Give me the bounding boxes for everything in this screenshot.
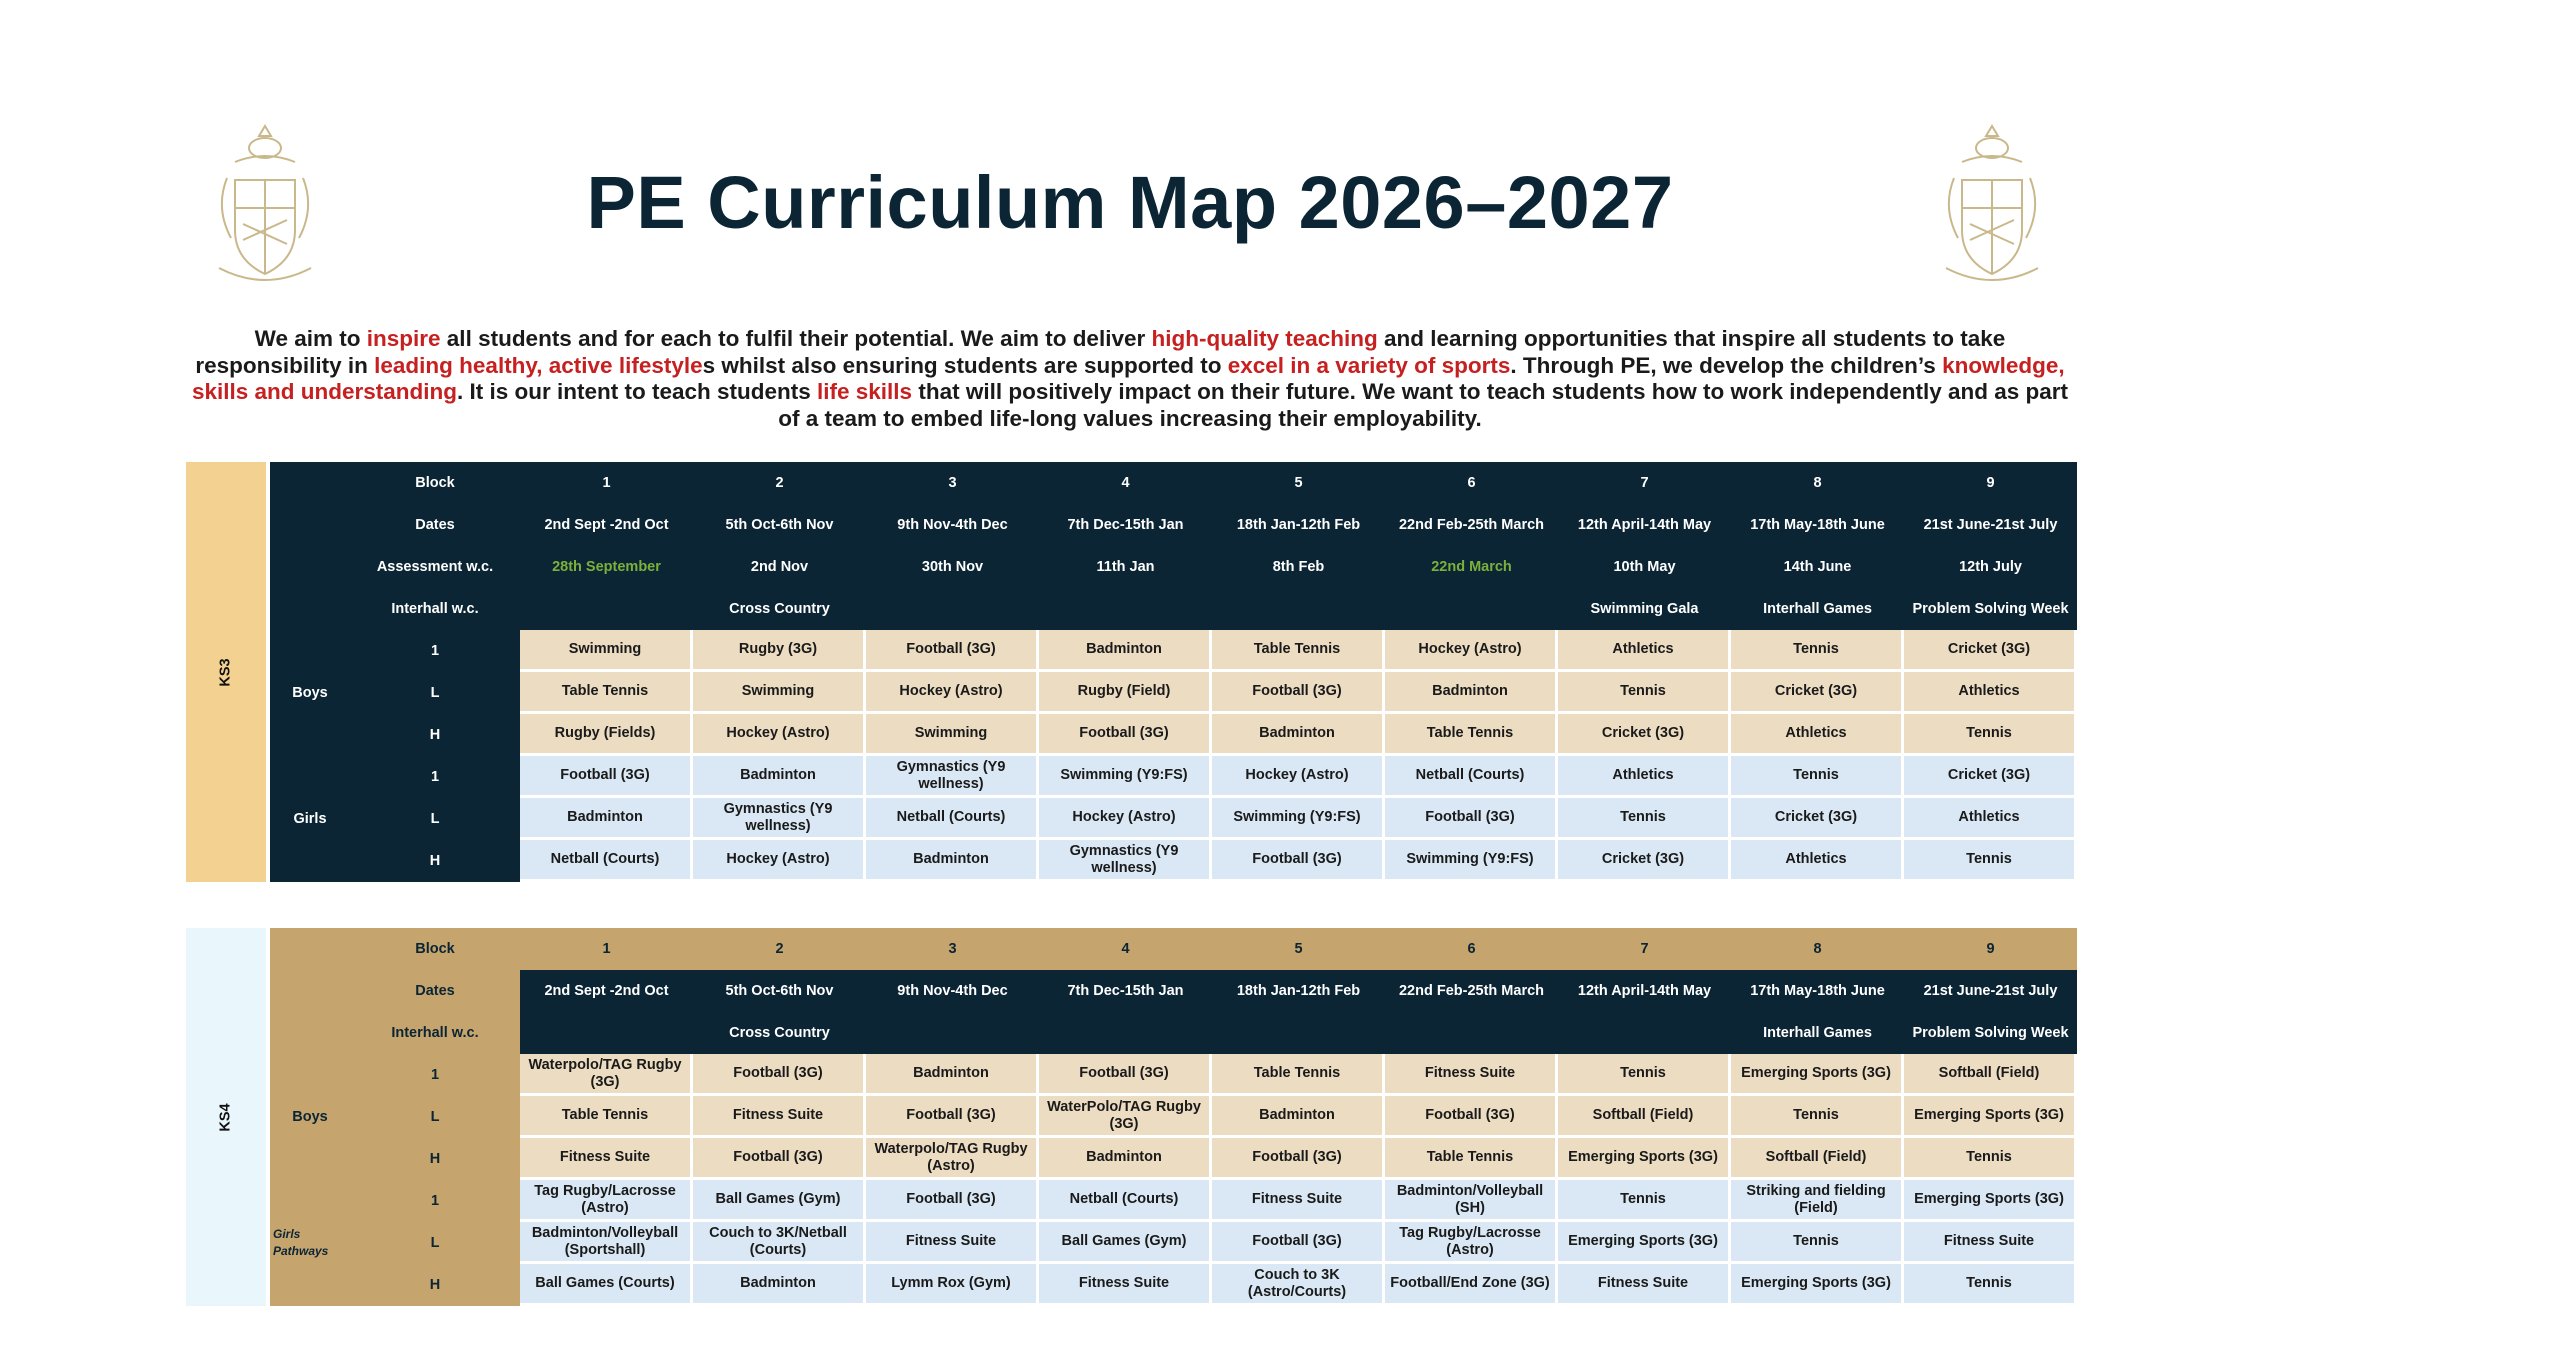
ks3-boys-activity-cell: Swimming (693, 672, 866, 714)
ks4-interhall-row (186, 1012, 2077, 1054)
ks4-dates-cell: 2nd Sept -2nd Oct (520, 970, 693, 1012)
ks4-dates-group-cell (270, 970, 350, 1012)
ks3-dates-cell: 18th Jan-12th Feb (1212, 504, 1385, 546)
ks3-block-cell: 1 (520, 462, 693, 504)
ks4-boys-group-label: Boys (270, 1054, 350, 1180)
ks3-interhall-cell (1039, 588, 1212, 630)
ks3-girls-activity-cell: Hockey (Astro) (693, 840, 866, 882)
ks3-block-group-cell (270, 462, 350, 504)
ks3-assessment-cell: 8th Feb (1212, 546, 1385, 588)
ks4-girls-activity-cell: Ball Games (Courts) (520, 1264, 693, 1306)
ks3-boys-activity-cell: Tennis (1731, 630, 1904, 672)
ks3-girls-activity-cell: Gymnastics (Y9 wellness) (1039, 840, 1212, 882)
ks3-girls-activity-cell: Swimming (Y9:FS) (1212, 798, 1385, 840)
ks4-girls-activity-cell: Fitness Suite (1904, 1222, 2077, 1264)
ks4-girls-activity-cell: Ball Games (Gym) (693, 1180, 866, 1222)
ks4-boys-activity-cell: Tennis (1904, 1138, 2077, 1180)
ks3-dates-row (186, 504, 2077, 546)
ks4-girls-activity-cell: Striking and fielding (Field) (1731, 1180, 1904, 1222)
ks4-boys-set-label: H (350, 1138, 520, 1180)
ks4-boys-activity-cell: Emerging Sports (3G) (1904, 1096, 2077, 1138)
ks3-boys-row (186, 672, 2077, 714)
ks3-girls-set-label: H (350, 840, 520, 882)
ks4-girls-set-label: H (350, 1264, 520, 1306)
ks3-block-row (186, 462, 2077, 504)
ks4-dates-cell: 5th Oct-6th Nov (693, 970, 866, 1012)
ks3-girls-activity-cell: Tennis (1558, 798, 1731, 840)
ks4-boys-row (186, 1054, 2077, 1096)
ks3-girls-activity-cell: Badminton (866, 840, 1039, 882)
ks3-assessment-cell: 2nd Nov (693, 546, 866, 588)
ks3-boys-activity-cell: Rugby (3G) (693, 630, 866, 672)
ks3-boys-row (186, 714, 2077, 756)
ks3-girls-activity-cell: Badminton (520, 798, 693, 840)
ks3-stage-label (186, 462, 266, 882)
ks3-boys-activity-cell: Athletics (1731, 714, 1904, 756)
ks4-girls-activity-cell: Tennis (1904, 1264, 2077, 1306)
ks4-girls-activity-cell: Tag Rugby/Lacrosse (Astro) (1385, 1222, 1558, 1264)
ks3-boys-activity-cell: Swimming (520, 630, 693, 672)
ks4-boys-activity-cell: Football (3G) (1039, 1054, 1212, 1096)
ks3-dates-cell: 22nd Feb-25th March (1385, 504, 1558, 546)
ks3-boys-activity-cell: Athletics (1558, 630, 1731, 672)
ks3-interhall-cell: Interhall Games (1731, 588, 1904, 630)
ks4-girls-activity-cell: Emerging Sports (3G) (1731, 1264, 1904, 1306)
ks3-interhall-cell (520, 588, 693, 630)
ks4-dates-cell: 22nd Feb-25th March (1385, 970, 1558, 1012)
ks3-boys-group-label: Boys (270, 630, 350, 756)
ks3-boys-activity-cell: Hockey (Astro) (693, 714, 866, 756)
ks4-boys-activity-cell: Badminton (1212, 1096, 1385, 1138)
ks4-girls-activity-cell: Tennis (1731, 1222, 1904, 1264)
ks4-interhall-cell (1385, 1012, 1558, 1054)
ks3-interhall-cell (866, 588, 1039, 630)
ks3-assessment-cell: 11th Jan (1039, 546, 1212, 588)
ks3-boys-activity-cell: Badminton (1385, 672, 1558, 714)
ks4-girls-activity-cell: Ball Games (Gym) (1039, 1222, 1212, 1264)
ks4-girls-activity-cell: Lymm Rox (Gym) (866, 1264, 1039, 1306)
ks4-dates-cell: 21st June-21st July (1904, 970, 2077, 1012)
ks3-assessment-cell: 12th July (1904, 546, 2077, 588)
ks4-girls-activity-cell: Emerging Sports (3G) (1558, 1222, 1731, 1264)
ks4-girls-activity-cell: Tennis (1558, 1180, 1731, 1222)
ks3-girls-row (186, 840, 2077, 882)
ks4-dates-cell: 17th May-18th June (1731, 970, 1904, 1012)
ks4-boys-activity-cell: Softball (Field) (1558, 1096, 1731, 1138)
ks4-boys-activity-cell: Football (3G) (866, 1096, 1039, 1138)
ks4-girls-activity-cell: Fitness Suite (866, 1222, 1039, 1264)
ks3-boys-activity-cell: Athletics (1904, 672, 2077, 714)
ks4-girls-activity-cell: Emerging Sports (3G) (1904, 1180, 2077, 1222)
ks4-boys-activity-cell: Table Tennis (1212, 1054, 1385, 1096)
ks3-girls-activity-cell: Gymnastics (Y9 wellness) (866, 756, 1039, 798)
ks4-interhall-cell (866, 1012, 1039, 1054)
ks4-dates-cell: 9th Nov-4th Dec (866, 970, 1039, 1012)
intro-paragraph: We aim to inspire all students and for each to fulfil their potential. We aim to deliver high-quality teaching and learning opportunities that inspire all students to take responsibility in leading healthy, active lifestyles whilst also ensuring students are supported to excel in a variety of sports. Through PE, we develop the children’s knowledge, skills and understanding. It is our intent to teach students life skills that will positively impact on their future. We want to teach students how to work independently and as part of a team to embed life-long values increasing their employability. (191, 326, 2069, 431)
ks4-interhall-cell (520, 1012, 693, 1054)
ks3-girls-activity-cell: Tennis (1731, 756, 1904, 798)
ks3-boys-activity-cell: Tennis (1904, 714, 2077, 756)
ks4-girls-activity-cell: Badminton (693, 1264, 866, 1306)
ks3-girls-activity-cell: Football (3G) (520, 756, 693, 798)
ks3-dates-cell: 12th April-14th May (1558, 504, 1731, 546)
ks4-girls-row (186, 1180, 2077, 1222)
ks3-boys-activity-cell: Tennis (1558, 672, 1731, 714)
ks3-boys-activity-cell: Rugby (Field) (1039, 672, 1212, 714)
ks3-girls-activity-cell: Athletics (1558, 756, 1731, 798)
ks4-girls-activity-cell: Fitness Suite (1558, 1264, 1731, 1306)
ks3-dates-cell: 5th Oct-6th Nov (693, 504, 866, 546)
ks3-assessment-row (186, 546, 2077, 588)
ks3-interhall-cell: Problem Solving Week (1904, 588, 2077, 630)
ks3-girls-activity-cell: Netball (Courts) (866, 798, 1039, 840)
ks3-dates-cell: 2nd Sept -2nd Oct (520, 504, 693, 546)
ks4-block-cell: 5 (1212, 928, 1385, 970)
ks3-dates-cell: 17th May-18th June (1731, 504, 1904, 546)
ks4-interhall-cell (1039, 1012, 1212, 1054)
ks4-boys-activity-cell: WaterPolo/TAG Rugby (3G) (1039, 1096, 1212, 1138)
ks3-assessment-cell: 14th June (1731, 546, 1904, 588)
ks4-block-group-cell (270, 928, 350, 970)
ks4-girls-activity-cell: Tag Rugby/Lacrosse (Astro) (520, 1180, 693, 1222)
ks4-girls-activity-cell: Netball (Courts) (1039, 1180, 1212, 1222)
ks3-boys-activity-cell: Football (3G) (1212, 672, 1385, 714)
ks4-dates-label: Dates (350, 970, 520, 1012)
ks4-boys-activity-cell: Fitness Suite (693, 1096, 866, 1138)
ks4-girls-group-label: Girls Pathways (270, 1180, 350, 1306)
ks3-block-cell: 6 (1385, 462, 1558, 504)
ks4-curriculum-table (186, 928, 2077, 1306)
ks4-interhall-cell: Interhall Games (1731, 1012, 1904, 1054)
ks4-boys-activity-cell: Football (3G) (693, 1138, 866, 1180)
ks3-boys-activity-cell: Cricket (3G) (1731, 672, 1904, 714)
ks4-block-label: Block (350, 928, 520, 970)
ks4-dates-cell: 7th Dec-15th Jan (1039, 970, 1212, 1012)
ks4-block-cell: 4 (1039, 928, 1212, 970)
ks4-boys-activity-cell: Badminton (1039, 1138, 1212, 1180)
ks4-block-row (186, 928, 2077, 970)
ks3-boys-set-label: H (350, 714, 520, 756)
ks4-boys-activity-cell: Football (3G) (1212, 1138, 1385, 1180)
ks4-stage-label-text: KS4 (217, 1102, 234, 1132)
ks3-girls-set-label: 1 (350, 756, 520, 798)
ks3-girls-row (186, 798, 2077, 840)
ks4-block-cell: 9 (1904, 928, 2077, 970)
ks3-girls-activity-cell: Athletics (1731, 840, 1904, 882)
ks4-girls-activity-cell: Badminton/Volleyball (Sportshall) (520, 1222, 693, 1264)
ks4-girls-activity-cell: Badminton/Volleyball (SH) (1385, 1180, 1558, 1222)
ks3-block-cell: 4 (1039, 462, 1212, 504)
ks3-girls-activity-cell: Netball (Courts) (520, 840, 693, 882)
ks4-boys-set-label: 1 (350, 1054, 520, 1096)
ks4-girls-set-label: L (350, 1222, 520, 1264)
ks3-boys-set-label: 1 (350, 630, 520, 672)
ks4-boys-activity-cell: Football (3G) (693, 1054, 866, 1096)
ks3-block-cell: 2 (693, 462, 866, 504)
ks3-stage-label-text: KS3 (217, 657, 234, 687)
ks4-girls-row (186, 1264, 2077, 1306)
ks4-boys-activity-cell: Emerging Sports (3G) (1731, 1054, 1904, 1096)
ks4-boys-activity-cell: Waterpolo/TAG Rugby (3G) (520, 1054, 693, 1096)
ks3-girls-activity-cell: Tennis (1904, 840, 2077, 882)
ks3-boys-activity-cell: Badminton (1039, 630, 1212, 672)
ks4-block-cell: 2 (693, 928, 866, 970)
ks3-assessment-cell: 28th September (520, 546, 693, 588)
ks3-boys-activity-cell: Table Tennis (520, 672, 693, 714)
ks3-boys-activity-cell: Table Tennis (1212, 630, 1385, 672)
ks3-girls-row (186, 756, 2077, 798)
ks4-boys-activity-cell: Fitness Suite (520, 1138, 693, 1180)
ks4-girls-activity-cell: Fitness Suite (1212, 1180, 1385, 1222)
ks3-interhall-cell (1212, 588, 1385, 630)
ks4-girls-activity-cell: Fitness Suite (1039, 1264, 1212, 1306)
ks3-block-cell: 5 (1212, 462, 1385, 504)
ks3-girls-activity-cell: Cricket (3G) (1904, 756, 2077, 798)
ks4-boys-set-label: L (350, 1096, 520, 1138)
ks4-girls-activity-cell: Football/End Zone (3G) (1385, 1264, 1558, 1306)
ks3-block-cell: 7 (1558, 462, 1731, 504)
ks3-dates-cell: 9th Nov-4th Dec (866, 504, 1039, 546)
ks3-boys-set-label: L (350, 672, 520, 714)
ks4-block-cell: 3 (866, 928, 1039, 970)
ks4-boys-activity-cell: Waterpolo/TAG Rugby (Astro) (866, 1138, 1039, 1180)
ks4-interhall-group-cell (270, 1012, 350, 1054)
ks3-block-cell: 3 (866, 462, 1039, 504)
ks4-boys-activity-cell: Softball (Field) (1731, 1138, 1904, 1180)
ks3-girls-activity-cell: Hockey (Astro) (1212, 756, 1385, 798)
ks3-curriculum-table (186, 462, 2077, 882)
ks4-interhall-cell (1558, 1012, 1731, 1054)
ks3-girls-activity-cell: Swimming (Y9:FS) (1039, 756, 1212, 798)
ks3-boys-activity-cell: Hockey (Astro) (866, 672, 1039, 714)
ks4-boys-activity-cell: Emerging Sports (3G) (1558, 1138, 1731, 1180)
ks3-girls-activity-cell: Football (3G) (1212, 840, 1385, 882)
ks4-boys-row (186, 1096, 2077, 1138)
ks3-dates-label: Dates (350, 504, 520, 546)
ks3-assessment-cell: 30th Nov (866, 546, 1039, 588)
ks3-girls-activity-cell: Badminton (693, 756, 866, 798)
ks4-block-cell: 1 (520, 928, 693, 970)
ks4-boys-activity-cell: Table Tennis (1385, 1138, 1558, 1180)
ks4-dates-row (186, 970, 2077, 1012)
ks3-boys-activity-cell: Football (3G) (866, 630, 1039, 672)
ks3-girls-activity-cell: Cricket (3G) (1558, 840, 1731, 882)
ks3-assessment-cell: 22nd March (1385, 546, 1558, 588)
ks3-boys-activity-cell: Cricket (3G) (1904, 630, 2077, 672)
ks4-boys-row (186, 1138, 2077, 1180)
ks3-girls-activity-cell: Athletics (1904, 798, 2077, 840)
ks4-boys-activity-cell: Tennis (1558, 1054, 1731, 1096)
ks3-interhall-cell: Swimming Gala (1558, 588, 1731, 630)
ks4-block-cell: 8 (1731, 928, 1904, 970)
ks3-girls-set-label: L (350, 798, 520, 840)
ks3-interhall-cell (1385, 588, 1558, 630)
ks3-boys-activity-cell: Swimming (866, 714, 1039, 756)
ks4-stage-label (186, 928, 266, 1306)
ks4-girls-activity-cell: Football (3G) (866, 1180, 1039, 1222)
ks3-assessment-label: Assessment w.c. (350, 546, 520, 588)
ks3-girls-activity-cell: Netball (Courts) (1385, 756, 1558, 798)
ks3-boys-row (186, 630, 2077, 672)
ks3-interhall-label: Interhall w.c. (350, 588, 520, 630)
ks4-girls-activity-cell: Football (3G) (1212, 1222, 1385, 1264)
ks3-girls-activity-cell: Swimming (Y9:FS) (1385, 840, 1558, 882)
ks4-boys-activity-cell: Fitness Suite (1385, 1054, 1558, 1096)
ks3-interhall-group-cell (270, 588, 350, 630)
ks4-dates-cell: 12th April-14th May (1558, 970, 1731, 1012)
ks3-boys-activity-cell: Hockey (Astro) (1385, 630, 1558, 672)
ks3-girls-activity-cell: Hockey (Astro) (1039, 798, 1212, 840)
ks4-girls-set-label: 1 (350, 1180, 520, 1222)
ks3-interhall-row (186, 588, 2077, 630)
ks3-girls-group-label: Girls (270, 756, 350, 882)
page-title: PE Curriculum Map 2026–2027 (586, 161, 1674, 244)
ks4-girls-activity-cell: Couch to 3K (Astro/Courts) (1212, 1264, 1385, 1306)
ks3-boys-activity-cell: Cricket (3G) (1558, 714, 1731, 756)
ks3-girls-activity-cell: Football (3G) (1385, 798, 1558, 840)
ks4-dates-cell: 18th Jan-12th Feb (1212, 970, 1385, 1012)
ks4-girls-row (186, 1222, 2077, 1264)
ks3-boys-activity-cell: Badminton (1212, 714, 1385, 756)
ks3-block-cell: 9 (1904, 462, 2077, 504)
ks3-boys-activity-cell: Table Tennis (1385, 714, 1558, 756)
ks3-assessment-cell: 10th May (1558, 546, 1731, 588)
ks3-dates-group-cell (270, 504, 350, 546)
ks4-boys-activity-cell: Football (3G) (1385, 1096, 1558, 1138)
ks4-girls-activity-cell: Couch to 3K/Netball (Courts) (693, 1222, 866, 1264)
ks4-boys-activity-cell: Tennis (1731, 1096, 1904, 1138)
ks4-interhall-cell: Problem Solving Week (1904, 1012, 2077, 1054)
ks4-interhall-cell: Cross Country (693, 1012, 866, 1054)
ks3-assessment-group-cell (270, 546, 350, 588)
ks3-girls-activity-cell: Cricket (3G) (1731, 798, 1904, 840)
ks3-interhall-cell: Cross Country (693, 588, 866, 630)
ks3-dates-cell: 21st June-21st July (1904, 504, 2077, 546)
ks4-boys-activity-cell: Badminton (866, 1054, 1039, 1096)
ks4-block-cell: 6 (1385, 928, 1558, 970)
ks4-boys-activity-cell: Softball (Field) (1904, 1054, 2077, 1096)
ks3-block-label: Block (350, 462, 520, 504)
ks3-girls-activity-cell: Gymnastics (Y9 wellness) (693, 798, 866, 840)
ks3-dates-cell: 7th Dec-15th Jan (1039, 504, 1212, 546)
ks4-boys-activity-cell: Table Tennis (520, 1096, 693, 1138)
ks4-interhall-cell (1212, 1012, 1385, 1054)
ks4-interhall-label: Interhall w.c. (350, 1012, 520, 1054)
ks4-block-cell: 7 (1558, 928, 1731, 970)
ks3-boys-activity-cell: Football (3G) (1039, 714, 1212, 756)
ks3-block-cell: 8 (1731, 462, 1904, 504)
ks3-boys-activity-cell: Rugby (Fields) (520, 714, 693, 756)
